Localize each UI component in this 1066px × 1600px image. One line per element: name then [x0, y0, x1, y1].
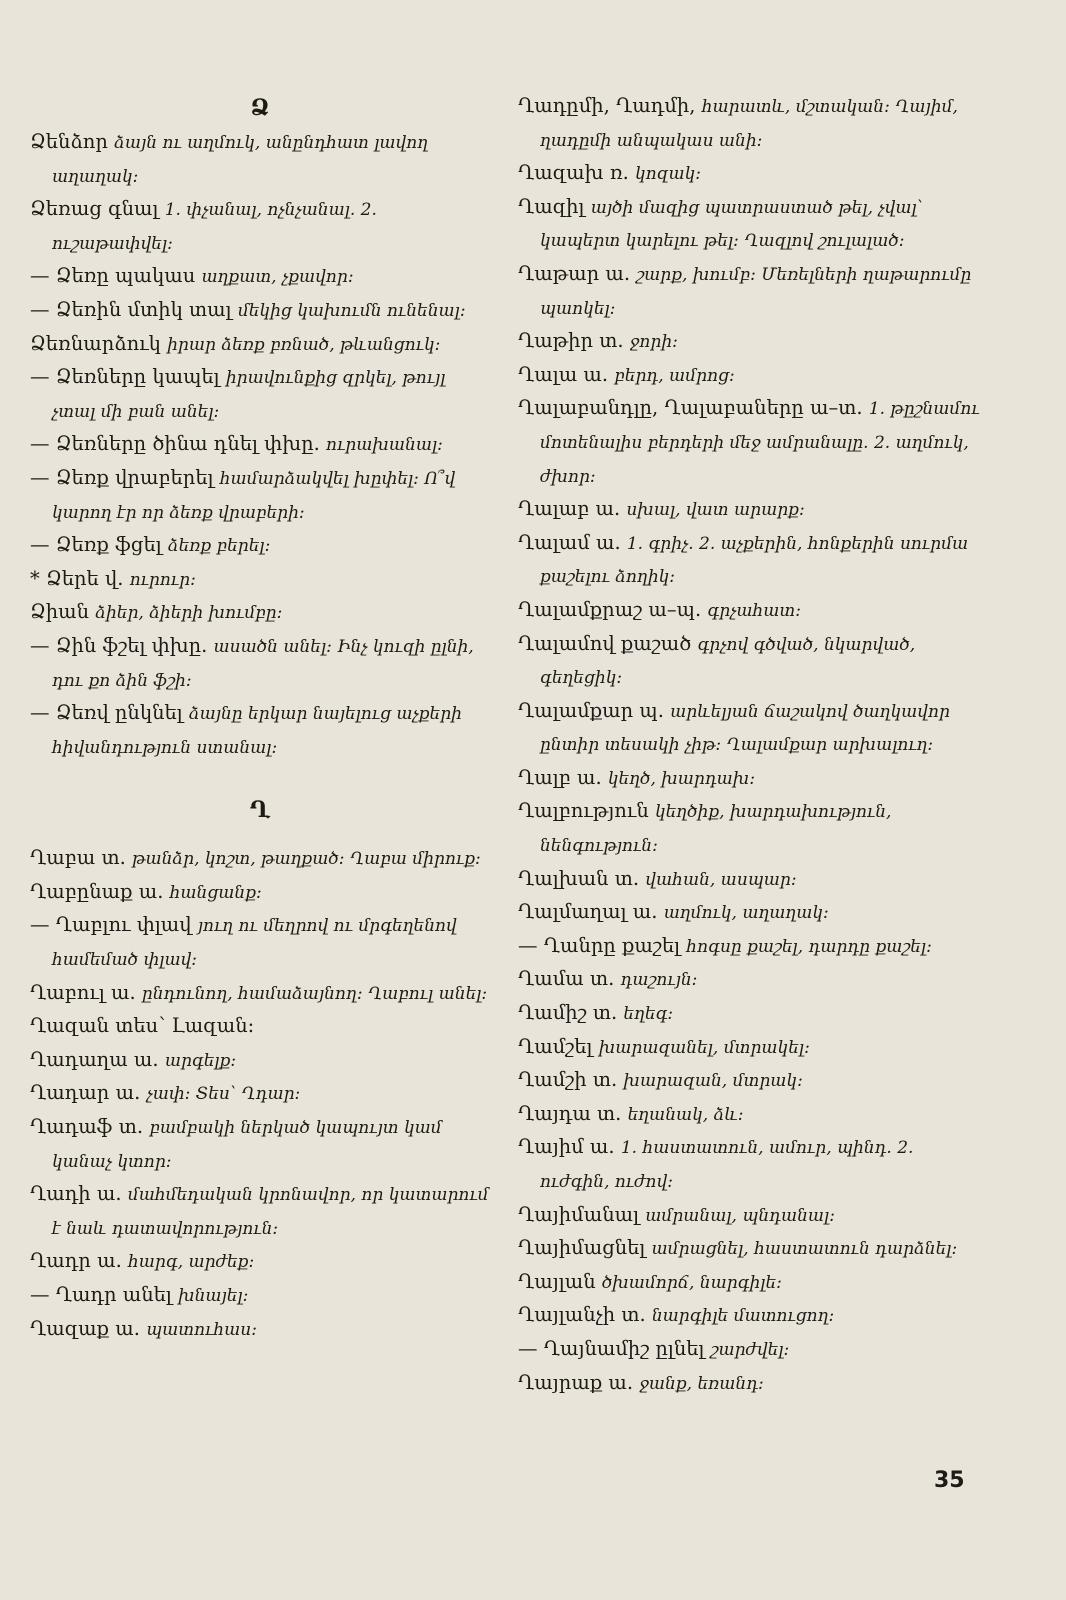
- dictionary-entry: [30, 563, 490, 597]
- entry-headword: Ձիան: [30, 600, 90, 624]
- entry-definition: ասածն անել։ Ինչ կուզի ըլնի, դու քո ձին ֆշի։: [52, 636, 474, 691]
- dictionary-entry: [30, 328, 490, 362]
- entry-definition: թանձր, կոշտ, թաղքած։ Ղաբա միրուք։: [132, 849, 481, 870]
- dictionary-entry: [518, 258, 988, 325]
- entry-headword: Ղաթար ա.: [518, 261, 631, 285]
- dictionary-entry: [518, 1199, 988, 1233]
- dictionary-entry: [30, 1313, 490, 1347]
- entry-headword: Ղալամքար պ.: [518, 698, 664, 722]
- dictionary-entry: [30, 126, 490, 193]
- entry-definition: աղքատ, չքավոր։: [201, 267, 354, 288]
- entry-headword: Ձեռաց գնալ: [30, 197, 159, 221]
- dictionary-entry: [30, 842, 490, 876]
- entry-definition: խարազանել, մտրակել։: [598, 1037, 810, 1058]
- entry-headword: Ղալամքրաշ ա–պ.: [518, 597, 702, 621]
- dictionary-entry: [518, 359, 988, 393]
- dictionary-entry: [518, 1266, 988, 1300]
- entry-definition: ուրախանալ։: [326, 435, 443, 456]
- entry-headword: Ղամշի տ.: [518, 1068, 618, 1092]
- entry-definition: բերդ, ամրոց։: [614, 365, 735, 386]
- entry-headword: — Ձեռները ծինա դնել փխը.: [30, 432, 320, 456]
- entry-headword: Ղալա ա.: [518, 362, 609, 386]
- entry-headword: — Ղադր անել: [30, 1283, 172, 1306]
- dictionary-entry: [30, 1111, 490, 1178]
- entry-headword: Ղազաք ա.: [30, 1316, 140, 1340]
- entry-definition: դաշույն։: [620, 970, 698, 991]
- entry-headword: — Ձեռները կապել: [30, 365, 220, 389]
- entry-definition: շարք, խումբ։ Մեռելների ղաթարումը պաոկել։: [540, 264, 972, 319]
- right-column: [518, 90, 988, 1400]
- entry-definition: 1. թըշնամու մոտենալիս բերդերի մեջ ամրանալը. 2. աղմուկ, ժխոր։: [540, 399, 980, 487]
- entry-headword: Ղալամով քաշած: [518, 631, 692, 655]
- entry-definition: հոգսը քաշել, դարդը քաշել։: [686, 936, 932, 957]
- dictionary-entry: [518, 1131, 988, 1198]
- entry-headword: Ղաբընաք ա.: [30, 879, 164, 903]
- entry-headword: Ղադր ա.: [30, 1249, 122, 1273]
- dictionary-entry: [518, 963, 988, 997]
- dictionary-entry: [30, 193, 490, 260]
- entry-headword: Ղադի ա.: [30, 1182, 122, 1206]
- entry-headword: * Ձերե վ.: [30, 566, 124, 590]
- page-number: 35: [934, 1468, 965, 1493]
- entry-headword: Ղազիլ: [518, 194, 585, 218]
- dictionary-entry: [518, 1232, 988, 1266]
- dictionary-entry: [518, 762, 988, 796]
- entry-definition: իրավունքից զրկել, թույլ չտալ մի բան անել։: [52, 368, 446, 422]
- entry-headword: — Ղանրը քաշել: [518, 933, 681, 957]
- entry-headword: Ղալխան տ.: [518, 866, 640, 890]
- entry-headword: Ձեռնարձուկ: [30, 331, 161, 355]
- entry-headword: Ղաթիր տ.: [518, 329, 624, 353]
- entry-headword: — Ղաբլու փլավ: [30, 913, 192, 937]
- entry-headword: — Ձեռվ ընկնել: [30, 701, 183, 725]
- dictionary-entry: [30, 1279, 490, 1313]
- dictionary-entry: [518, 594, 988, 628]
- entry-definition: խարազան, մտրակ։: [623, 1071, 803, 1092]
- entry-definition: շարժվել։: [710, 1339, 790, 1360]
- dictionary-entry: [30, 697, 490, 764]
- entry-headword: — Ձեռին մտիկ տալ: [30, 297, 232, 321]
- entry-headword: — Ղայնամիշ ըլնել: [518, 1336, 705, 1360]
- entry-headword: Ղամա տ.: [518, 967, 615, 991]
- entry-definition: այծի մազից պատրաստած թել, չվալ՝ կապերտ կարելու թել։ Ղազլով շուլալած։: [540, 197, 923, 252]
- entry-definition: հանցանք։: [169, 882, 262, 903]
- dictionary-entry: [30, 977, 490, 1011]
- entry-definition: արևելյան ճաշակով ծաղկավոր ընտիր տեսակի չիթ։ Ղալամքար արխալուղ։: [540, 701, 950, 756]
- entry-definition: կեղծիք, խարդախություն, նենգություն։: [540, 802, 892, 857]
- dictionary-entry: [30, 428, 490, 462]
- entry-headword: Ղալբ ա.: [518, 765, 602, 789]
- entry-definition: ձայնը երկար նայելուց աչքերի հիվանդություն ստանալ։: [52, 704, 462, 758]
- dictionary-entry: [518, 1064, 988, 1098]
- entry-definition: կոզակ։: [635, 164, 702, 185]
- entry-headword: — Ձեռը պակաս: [30, 264, 196, 288]
- entry-definition: գրչով գծված, նկարված, գեղեցիկ։: [540, 634, 916, 689]
- dictionary-entry: [30, 294, 490, 328]
- entry-definition: ընդունող, համաձայնող։ Ղաբուլ անել։: [141, 983, 488, 1004]
- entry-headword: Ղաբա տ.: [30, 846, 126, 870]
- entry-definition: 1. փչանալ, ոչնչանալ. 2. ուշաթափվել։: [52, 200, 377, 254]
- dictionary-entry: [30, 1044, 490, 1078]
- entry-headword: — Ձեռք ֆցել: [30, 533, 162, 557]
- entry-headword: Ղադըմի, Ղադմի,: [518, 94, 696, 117]
- entry-headword: Ղամշել: [518, 1034, 593, 1058]
- dictionary-entry: [518, 930, 988, 964]
- section-letter: Ղ: [249, 797, 271, 824]
- entry-headword: Ղալաբ ա.: [518, 497, 621, 521]
- dictionary-entry: [518, 1367, 988, 1401]
- entry-definition: արգելք։: [164, 1050, 237, 1071]
- entry-definition: գրչահատ։: [707, 600, 802, 621]
- dictionary-entry: [30, 909, 490, 976]
- dictionary-entry: [518, 863, 988, 897]
- dictionary-entry: [518, 392, 988, 493]
- dictionary-entry: [518, 896, 988, 930]
- entry-definition: ջանք, եռանդ։: [639, 1373, 764, 1394]
- entry-definition: խնայել։: [178, 1286, 249, 1306]
- dictionary-entry: [518, 1031, 988, 1065]
- entry-headword: — Ձեռք վրաբերել: [30, 465, 214, 489]
- dictionary-entry: [30, 1010, 490, 1044]
- dictionary-entry: [518, 1333, 988, 1367]
- entry-headword: Ղալբություն: [518, 799, 649, 823]
- entry-definition: ձիեր, ձիերի խումբը։: [95, 603, 283, 624]
- entry-headword: Ղայիմանալ: [518, 1202, 640, 1226]
- entry-headword: Ղադաղա ա.: [30, 1047, 159, 1071]
- entry-headword: Ղայիմացնել: [518, 1236, 646, 1260]
- dictionary-entry: [30, 876, 490, 910]
- dictionary-entry: [518, 191, 988, 258]
- dictionary-entry: [30, 1245, 490, 1279]
- entry-headword: Ղայլան: [518, 1269, 596, 1293]
- entry-definition: սխալ, վատ արարք։: [626, 500, 805, 521]
- entry-headword: Ղայրաք ա.: [518, 1370, 634, 1394]
- entry-definition: յուղ ու մեղրով ու մրգեղենով համեմած փլավ։: [52, 916, 457, 971]
- dictionary-entry: [518, 157, 988, 191]
- section-letter: Ձ: [250, 95, 270, 121]
- dictionary-entry: [518, 695, 988, 762]
- dictionary-entry: [30, 361, 490, 428]
- entry-headword: Ղադար ա.: [30, 1081, 141, 1105]
- section-entries: [30, 842, 490, 1346]
- dictionary-entry: [30, 1077, 490, 1111]
- dictionary-entry: [518, 1098, 988, 1132]
- entry-headword: Ղամիշ տ.: [518, 1001, 618, 1025]
- entry-definition: ձեռք բերել։: [167, 536, 271, 557]
- dictionary-entry: [518, 795, 988, 862]
- entry-definition: աղմուկ, աղաղակ։: [663, 903, 829, 924]
- dictionary-entry: [518, 1299, 988, 1333]
- entry-definition: մեկից կախումն ունենալ։: [237, 300, 466, 321]
- entry-definition: ուրուր։: [129, 569, 196, 590]
- entry-definition: իրար ձեռք բռնած, թևանցուկ։: [167, 334, 441, 355]
- entry-headword: Ղալաբանդլը, Ղալաբաները ա–տ.: [518, 396, 863, 420]
- entry-definition: կեղծ, խարդախ։: [607, 768, 756, 789]
- entry-definition: եղեգ։: [623, 1004, 674, 1025]
- entry-headword: Ղայդա տ.: [518, 1101, 622, 1125]
- dictionary-entry: [518, 628, 988, 695]
- entry-definition: եղանակ, ձև։: [627, 1104, 744, 1125]
- entry-definition: մահմեդական կրոնավոր, որ կատարում է նաև դատավորություն։: [52, 1185, 489, 1239]
- entry-definition: ամրանալ, պնդանալ։: [645, 1205, 835, 1226]
- entry-headword: — Ձին ֆշել փխը.: [30, 633, 208, 657]
- dictionary-entry: [30, 260, 490, 294]
- entry-definition: 1. գրիչ. 2. աչքերին, հոնքերին սուրմա քաշելու ձողիկ։: [540, 533, 969, 588]
- entry-headword: Ղաբուլ ա.: [30, 980, 136, 1004]
- dictionary-entry: [30, 1178, 490, 1245]
- left-column: [30, 90, 490, 1346]
- entry-definition: ամրացնել, հաստատուն դարձնել։: [651, 1239, 958, 1260]
- dictionary-entry: [30, 462, 490, 529]
- entry-headword: Ղայլանչի տ.: [518, 1303, 646, 1327]
- entry-headword: Ձենձոր: [30, 130, 108, 153]
- entry-headword: Ղայիմ ա.: [518, 1135, 615, 1159]
- section-entries: [30, 126, 490, 764]
- entry-definition: համարձակվել խըփել։ Ո՞վ կարող էր որ ձեռք վրաբերի։: [52, 468, 456, 523]
- entry-definition: պատուհաս։: [146, 1319, 258, 1340]
- entry-definition: հարատև, մշտական։ Ղայիմ, ղադըմի անպակաս անի։: [540, 97, 958, 151]
- entry-headword: Ղալմաղալ ա.: [518, 900, 658, 924]
- entry-headword: Ղազան տես՝ Լազան։: [30, 1014, 255, 1038]
- entry-definition: ձայն ու աղմուկ, անընդհատ լավող աղաղակ։: [52, 133, 429, 187]
- dictionary-entry: [518, 90, 988, 157]
- entry-definition: չափ։ Տես՝ Ղդար։: [146, 1084, 301, 1105]
- dictionary-entry: [30, 596, 490, 630]
- dictionary-entry: [518, 997, 988, 1031]
- entry-definition: 1. հաստատուն, ամուր, պինդ. 2. ուժգին, ուժով։: [540, 1138, 914, 1192]
- dictionary-entry: [30, 630, 490, 697]
- section-entries: [518, 90, 988, 1400]
- entry-headword: Ղադաֆ տ.: [30, 1115, 144, 1139]
- entry-definition: հարգ, արժեք։: [127, 1252, 255, 1273]
- entry-definition: ջորի։: [629, 332, 678, 353]
- entry-definition: նարգիլե մատուցող։: [651, 1306, 835, 1327]
- dictionary-entry: [30, 529, 490, 563]
- dictionary-entry: [518, 527, 988, 594]
- dictionary-entry: [518, 325, 988, 359]
- entry-definition: վահան, ասպար։: [645, 869, 797, 890]
- dictionary-entry: [518, 493, 988, 527]
- entry-headword: Ղալամ ա.: [518, 530, 621, 554]
- entry-headword: Ղազախ ռ.: [518, 161, 629, 185]
- entry-definition: ծխամորճ, նարգիլե։: [601, 1272, 782, 1293]
- entry-definition: բամբակի ներկած կապույտ կամ կանաչ կտոր։: [52, 1118, 442, 1172]
